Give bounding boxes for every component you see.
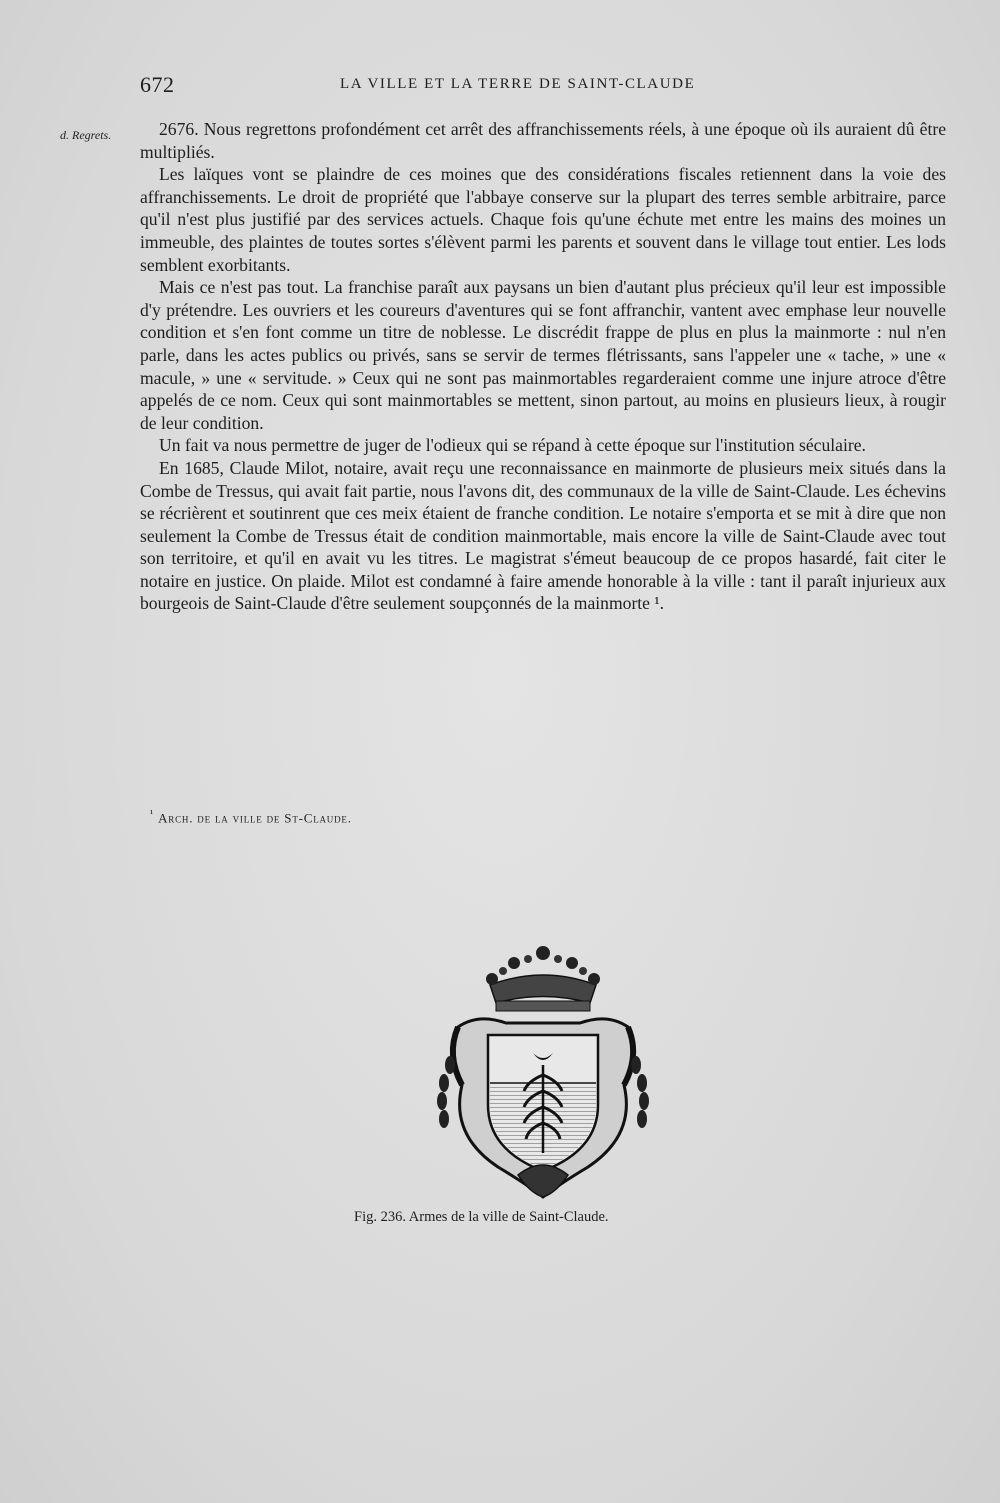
figure-caption: Fig. 236. Armes de la ville de Saint-Claude. xyxy=(354,1209,609,1225)
paragraph: Les laïques vont se plaindre de ces moines que des considérations fiscales retiennent dans la voie des affranchissements. Le droit de propriété que l'abbaye conserve sur la plupart des terres semble arbitraire, parce qu'il n'est plus justifié par des services actuels. Chaque fois qu'une échute met entre les mains des moines un immeuble, des plaintes de toutes sortes s'élèvent parmi les parents et souvent dans le village tout entier. Les lods semblent exorbitants. xyxy=(140,164,946,275)
body-text xyxy=(140,118,946,615)
footnote-text: Arch. de la ville de St-Claude. xyxy=(158,810,352,826)
page-number: 672 xyxy=(140,72,175,97)
coat-of-arms-icon xyxy=(428,935,658,1200)
page-header xyxy=(140,72,950,102)
margin-note: d. Regrets. xyxy=(60,128,112,142)
crown-icon xyxy=(486,946,600,1011)
running-title: LA VILLE ET LA TERRE DE SAINT-CLAUDE xyxy=(340,76,696,92)
paragraph: Un fait va nous permettre de juger de l'odieux qui se répand à cette époque sur l'institution séculaire. xyxy=(159,435,866,456)
footnote xyxy=(150,808,940,826)
paragraph: En 1685, Claude Milot, notaire, avait reçu une reconnaissance en mainmorte de plusieurs meix situés dans la Combe de Tressus, qui avait fait partie, nous l'avons dit, des communaux de la ville de Saint-Claude. Les échevins se récrièrent et soutinrent que ces meix étaient de franche condition. Le notaire s'emporta et se mit à dire que non seulement la Combe de Tressus était de condition mainmortable, mais encore la ville de Saint-Claude avec tout son territoire, et qu'il en avait vu les titres. Le magistrat s'émeut beaucoup de ce propos hasardé, fait citer le notaire en justice. On plaide. Milot est condamné à faire amende honorable à la ville : tant il paraît injurieux aux bourgeois de Saint-Claude d'être seulement soupçonnés de la mainmorte ¹. xyxy=(140,457,946,614)
paragraph: 2676. Nous regrettons profondément cet arrêt des affranchissements réels, à une époque où ils auraient dû être multipliés. xyxy=(140,119,946,162)
footnote-marker: ¹ xyxy=(150,808,155,820)
paragraph: Mais ce n'est pas tout. La franchise paraît aux paysans un bien d'autant plus précieux qu'il leur est impossible d'y prétendre. Les ouvriers et les coureurs d'aventures qui se font affranchir, vantent avec emphase leur nouvelle condition et s'en font comme un titre de noblesse. Le discrédit frappe de plus en plus la mainmorte : nul n'en parle, dans les actes publics ou privés, sans se servir de termes flétrissants, sans l'appeler une « tache, » une « macule, » une « servitude. » Ceux qui ne sont pas mainmortables regarderaient comme une injure atroce d'être appelés de ce nom. Ceux qui sont mainmortables se mettent, sinon partout, au moins en plusieurs lieux, à rougir de leur condition. xyxy=(140,277,946,433)
